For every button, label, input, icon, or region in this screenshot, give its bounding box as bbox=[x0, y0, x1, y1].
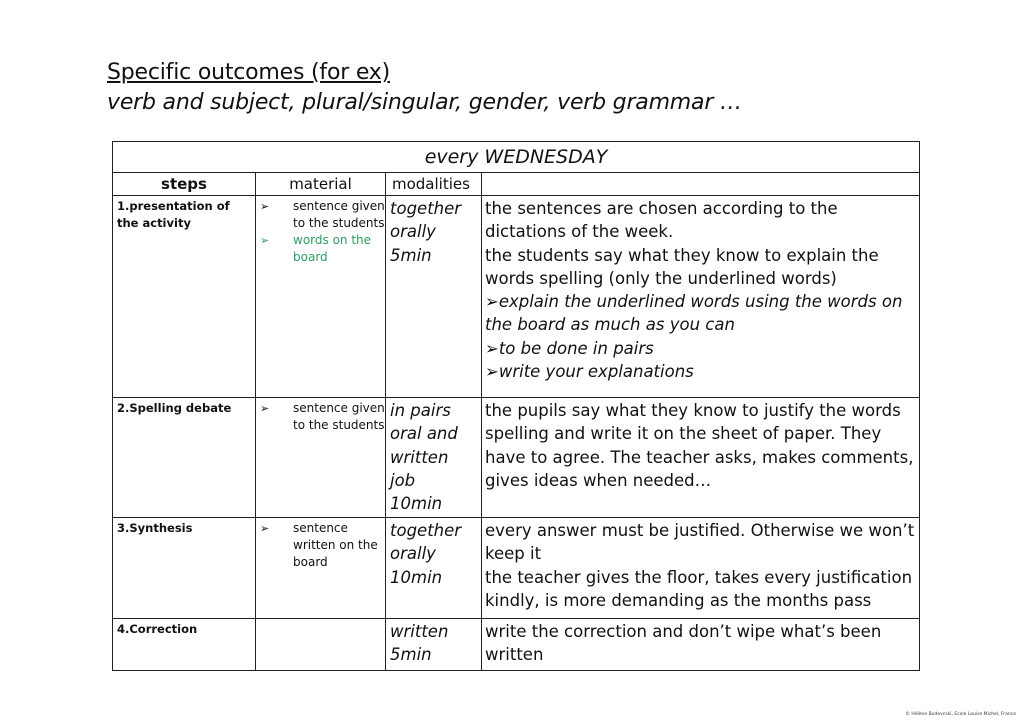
description-paragraph: the sentences are chosen according to the dictations of the week. bbox=[485, 199, 838, 242]
table-body bbox=[113, 196, 920, 671]
modality-line: 5min bbox=[390, 245, 432, 265]
material-cell bbox=[256, 619, 386, 671]
description-paragraph: the pupils say what they know to justify the words spelling and write it on the sheet of paper. They have to agree. The teacher asks, makes comments, gives ideas when needed… bbox=[485, 401, 914, 490]
material-cell bbox=[256, 398, 386, 518]
modality-line: orally bbox=[390, 544, 436, 564]
material-text: sentence given to the students bbox=[293, 401, 385, 432]
arrowhead-bullet-icon: ➢ bbox=[260, 402, 270, 415]
description-paragraph: every answer must be justified. Otherwise we won’t keep it bbox=[485, 521, 915, 564]
description-paragraph: the teacher gives the floor, takes every justification kindly, is more demanding as the months pass bbox=[485, 567, 913, 610]
table-row bbox=[113, 398, 920, 518]
modalities-cell bbox=[386, 619, 482, 671]
description-paragraph: ➢explain the underlined words using the words on the board as much as you can bbox=[485, 292, 903, 335]
modality-line: 10min bbox=[390, 567, 443, 587]
step-cell: 3.Synthesis bbox=[113, 518, 256, 619]
material-cell bbox=[256, 196, 386, 398]
modality-line: orally bbox=[390, 222, 436, 242]
modality-line: in pairs bbox=[390, 401, 451, 420]
material-text: sentence given to the students bbox=[293, 199, 385, 230]
outcomes-subheading: verb and subject, plural/singular, gender, verb grammar … bbox=[107, 90, 742, 115]
description-cell bbox=[482, 196, 920, 398]
modality-line: 10min bbox=[390, 494, 443, 514]
column-header-steps: steps bbox=[113, 173, 256, 196]
description-cell bbox=[482, 398, 920, 518]
material-list bbox=[256, 196, 385, 266]
arrowhead-bullet-icon: ➢ bbox=[260, 522, 270, 535]
description-cell bbox=[482, 619, 920, 671]
table-row bbox=[113, 196, 920, 398]
modalities-cell bbox=[386, 196, 482, 398]
page-header bbox=[107, 58, 742, 118]
modality-line: 5min bbox=[390, 645, 432, 665]
material-item bbox=[260, 198, 385, 232]
description-paragraph: ➢write your explanations bbox=[485, 362, 694, 382]
column-header-modalities: modalities bbox=[386, 173, 482, 196]
material-item bbox=[260, 232, 385, 266]
description-cell bbox=[482, 518, 920, 619]
copyright-notice: © Hélène Budevcski, Ecole Louise Michel, France bbox=[905, 712, 1016, 717]
modalities-cell bbox=[386, 518, 482, 619]
modalities-cell bbox=[386, 398, 482, 518]
material-list bbox=[256, 518, 385, 571]
column-header-description bbox=[482, 173, 920, 196]
modality-line: together bbox=[390, 521, 462, 540]
modality-line: written bbox=[390, 622, 449, 641]
material-cell bbox=[256, 518, 386, 619]
table-row bbox=[113, 518, 920, 619]
table-row bbox=[113, 619, 920, 671]
modality-line: oral and written job bbox=[390, 424, 458, 490]
table-title: every WEDNESDAY bbox=[113, 142, 920, 173]
lesson-plan-table bbox=[112, 141, 920, 671]
arrowhead-bullet-icon: ➢ bbox=[260, 200, 270, 213]
step-cell: 1.presentation of the activity bbox=[113, 196, 256, 398]
arrowhead-bullet-icon: ➢ bbox=[260, 234, 270, 247]
material-item bbox=[260, 520, 385, 571]
outcomes-heading: Specific outcomes (for ex) bbox=[107, 60, 391, 85]
material-list bbox=[256, 398, 385, 434]
material-text: words on the board bbox=[293, 233, 372, 264]
step-cell: 2.Spelling debate bbox=[113, 398, 256, 518]
modality-line: together bbox=[390, 199, 462, 218]
step-cell: 4.Correction bbox=[113, 619, 256, 671]
material-item bbox=[260, 400, 385, 434]
column-header-material: material bbox=[256, 173, 386, 196]
description-paragraph: write the correction and don’t wipe what’s been written bbox=[485, 622, 882, 665]
description-paragraph: ➢to be done in pairs bbox=[485, 338, 654, 358]
material-text: sentence written on the board bbox=[293, 521, 378, 569]
description-paragraph: the students say what they know to explain the words spelling (only the underlined words) bbox=[485, 245, 879, 288]
